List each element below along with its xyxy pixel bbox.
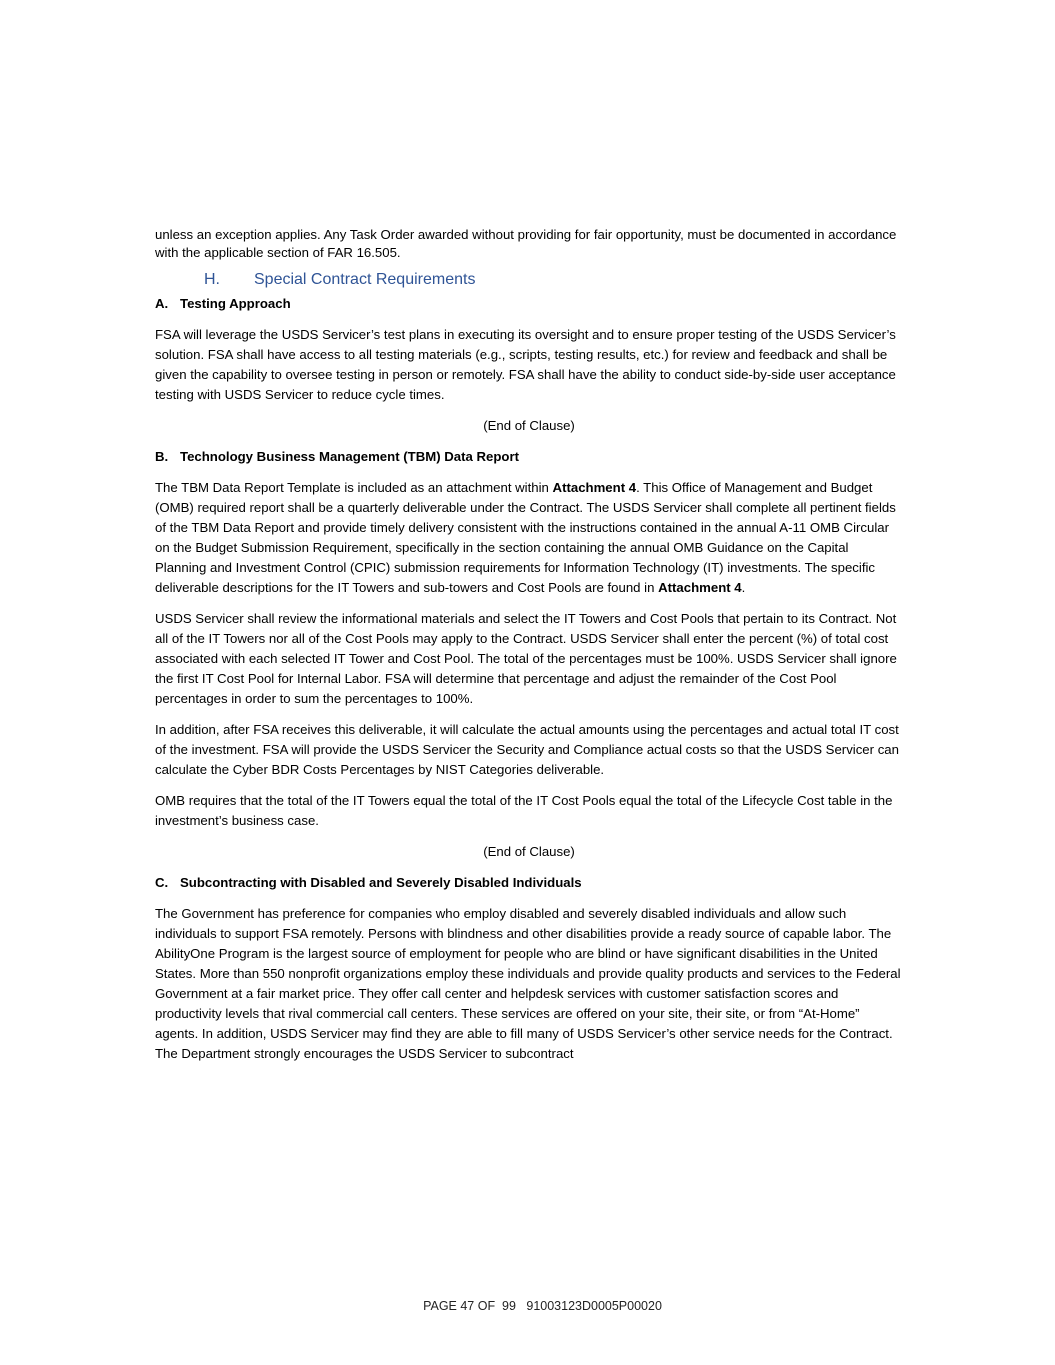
section-c-title: Subcontracting with Disabled and Severely Disabled Individuals bbox=[180, 875, 582, 890]
section-b-letter: B. bbox=[155, 449, 169, 464]
section-b-paragraph-2: USDS Servicer shall review the informational materials and select the IT Towers and Cost Pools that pertain to its Contract. Not all of the IT Towers nor all of the Cost Pools may apply to the Contract. USDS Servicer shall enter the percent (%) of total cost associated with each selected IT Tower and Cost Pool. The total of the percentages must be 100%. USDS Servicer shall ignore the first IT Cost Pool for Internal Labor. FSA will determine that percentage and adjust the remainder of the Cost Pool percentages in order to sum the percentages to 100%. bbox=[155, 611, 897, 706]
section-a-letter: A. bbox=[155, 296, 169, 311]
page-footer: PAGE 47 OF 99 91003123D0005P00020 bbox=[423, 1299, 662, 1313]
section-b-title: Technology Business Management (TBM) Data Report bbox=[180, 449, 520, 464]
section-b-heading bbox=[155, 447, 903, 467]
attachment-reference: Attachment 4 bbox=[552, 480, 637, 495]
section-b-end-clause: (End of Clause) bbox=[483, 844, 575, 859]
attachment-reference: Attachment 4 bbox=[658, 580, 742, 595]
section-b-paragraph-3: In addition, after FSA receives this deliverable, it will calculate the actual amounts using the percentages and actual total IT cost of the investment. FSA will provide the USDS Servicer the Security and Compliance actual costs so that the USDS Servicer can calculate the Cyber BDR Costs Percentages by NIST Categories deliverable. bbox=[155, 722, 899, 777]
section-c-body: The Government has preference for companies who employ disabled and severely disabled individuals and allow such individuals to support FSA remotely. Persons with blindness and other disabilities provide a ready source of capable labor. The AbilityOne Program is the largest source of employment for people who are blind or have significant disabilities in the United States. More than 550 nonprofit organizations employ these individuals and provide quality products and services to the Federal Government at a fair market price. They offer call center and helpdesk services with customer satisfaction scores and productivity levels that rival commercial call centers. These services are offered on your site, their site, or from “At-Home” agents. In addition, USDS Servicer may find they are able to fill many of USDS Servicer’s other service needs for the Contract. The Department strongly encourages the USDS Servicer to subcontract bbox=[155, 906, 901, 1061]
intro-paragraph: unless an exception applies. Any Task Order awarded without providing for fair opportunity, must be documented in accordance with the applicable section of FAR 16.505. bbox=[155, 227, 897, 260]
page-content bbox=[155, 226, 903, 1075]
section-a-end-clause: (End of Clause) bbox=[483, 418, 575, 433]
section-c-letter: C. bbox=[155, 875, 169, 890]
section-h-heading bbox=[155, 268, 903, 292]
section-h-number: H. bbox=[204, 271, 220, 288]
section-a-title: Testing Approach bbox=[180, 296, 291, 311]
section-b-paragraph-1: The TBM Data Report Template is included as an attachment within Attachment 4. This Office of Management and Budget (OMB) required report shall be a quarterly deliverable under the Contract. The USDS Servicer shall complete all pertinent fields of the TBM Data Report and provide timely delivery consistent with the instructions contained in the annual A-11 OMB Circular on the Budget Submission Requirement, specifically in the section containing the annual OMB Guidance on the Capital Planning and Investment Control (CPIC) submission requirements for Information Technology (IT) investments. The specific deliverable descriptions for the IT Towers and sub-towers and Cost Pools are found in Attachment 4. bbox=[155, 480, 896, 595]
section-h-title: Special Contract Requirements bbox=[254, 271, 476, 288]
section-c-heading bbox=[155, 873, 903, 893]
section-a-body: FSA will leverage the USDS Servicer’s test plans in executing its oversight and to ensure proper testing of the USDS Servicer’s solution. FSA shall have access to all testing materials (e.g., scripts, testing results, etc.) for review and feedback and shall be given the capability to oversee testing in person or remotely. FSA shall have the ability to conduct side-by-side user acceptance testing with USDS Servicer to reduce cycle times. bbox=[155, 327, 896, 402]
section-a-heading bbox=[155, 294, 903, 314]
section-b-paragraph-4: OMB requires that the total of the IT Towers equal the total of the IT Cost Pools equal the total of the Lifecycle Cost table in the investment’s business case. bbox=[155, 793, 893, 828]
